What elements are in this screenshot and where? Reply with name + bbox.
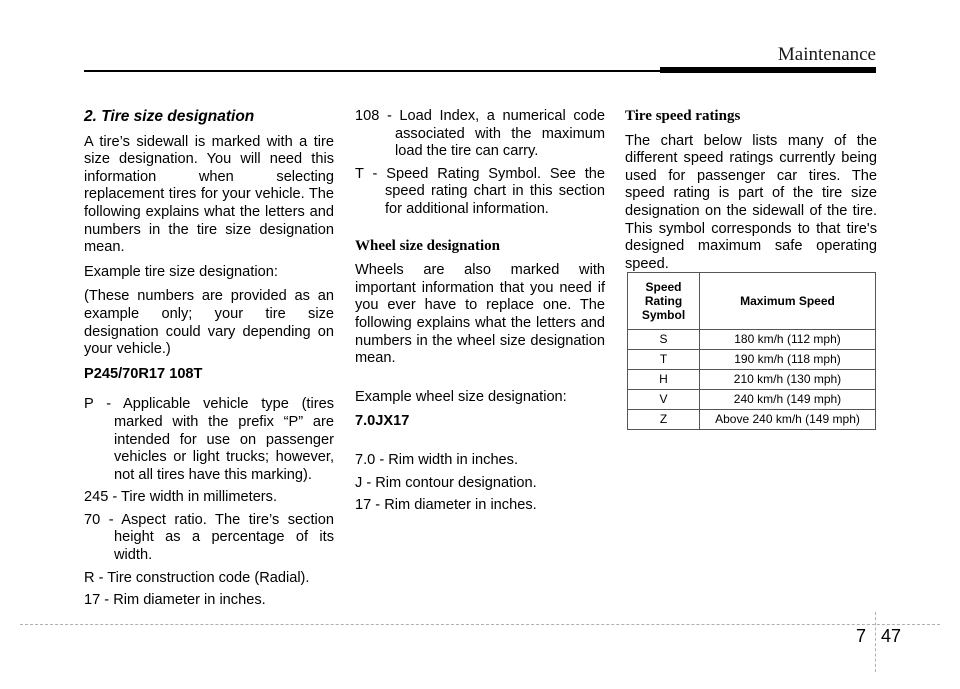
wheel-intro: Wheels are also marked with important information that you need if you ever have to replace one. The following explains what the letters and numbers in the wheel size designation mean.: [355, 262, 605, 367]
chapter-number: 7: [856, 626, 867, 646]
header-rule: [84, 70, 660, 72]
page-number-divider: [875, 612, 876, 672]
column-header-speed: Maximum Speed: [700, 273, 876, 330]
definition-item: T - Speed Rating Symbol. See the speed rating chart in this section for additional information.: [355, 165, 605, 217]
header-title: Maintenance: [777, 44, 876, 65]
max-speed: 190 km/h (118 mph): [700, 350, 876, 370]
speed-ratings-heading: Tire speed ratings: [625, 108, 741, 124]
left-column: [84, 108, 334, 615]
table-row: [628, 370, 876, 390]
page-number: 47: [881, 626, 902, 646]
example-note: (These numbers are provided as an example only; your tire size designation could vary depending on your vehicle.): [84, 288, 334, 358]
speed-ratings-intro: The chart below lists many of the different speed ratings currently being used for passenger car tires. The speed rating is part of the tire size designation on the sidewall of the tire. This symbol corresponds to that tire's designed maximum safe operating speed.: [625, 132, 877, 272]
right-column: [625, 108, 877, 280]
definition-item: 108 - Load Index, a numerical code associated with the maximum load the tire can carry.: [355, 108, 605, 160]
spacer: [355, 375, 605, 389]
example-code: P245/70R17 108T: [84, 365, 203, 382]
intro-paragraph: A tire’s sidewall is marked with a tire size designation. You will need this information when selecting replacement tires for your vehicle. The following explains what the letters and numbers in the tire size designation mean.: [84, 133, 334, 256]
definition-item: 70 - Aspect ratio. The tire’s section height as a percentage of its width.: [84, 511, 334, 564]
rating-symbol: Z: [628, 410, 700, 430]
spacer: [355, 224, 605, 238]
footer-rule: [20, 624, 940, 625]
definition-item: R - Tire construction code (Radial).: [84, 569, 310, 586]
max-speed: 180 km/h (112 mph): [700, 330, 876, 350]
max-speed: Above 240 km/h (149 mph): [700, 410, 876, 430]
table-row: [628, 350, 876, 370]
rating-symbol: H: [628, 370, 700, 390]
definition-item: 245 - Tire width in millimeters.: [84, 489, 278, 506]
definition-item: 7.0 - Rim width in inches.: [355, 451, 519, 468]
definition-item: 17 - Rim diameter in inches.: [84, 592, 266, 609]
spacer: [355, 438, 605, 452]
definition-item: 17 - Rim diameter in inches.: [355, 497, 537, 514]
definition-item: P - Applicable vehicle type (tires marked with the prefix “P” are intended for use on passenger vehicles or light trucks; however, not all tires have this marking).: [84, 396, 334, 483]
max-speed: 240 km/h (149 mph): [700, 390, 876, 410]
section-title: 2. Tire size designation: [84, 108, 255, 125]
rating-symbol: V: [628, 390, 700, 410]
column-header-label: Speed Rating Symbol: [641, 280, 686, 322]
example-label: Example tire size designation:: [84, 263, 278, 280]
rating-symbol: S: [628, 330, 700, 350]
middle-column: [355, 108, 605, 520]
wheel-example-code: 7.0JX17: [355, 413, 410, 430]
table-row: [628, 390, 876, 410]
max-speed: 210 km/h (130 mph): [700, 370, 876, 390]
wheel-example-label: Example wheel size designation:: [355, 388, 567, 405]
header-rule-thick: [660, 67, 876, 73]
speed-rating-table: [627, 272, 876, 430]
table-row: [628, 330, 876, 350]
table-header-row: [628, 273, 876, 330]
rating-symbol: T: [628, 350, 700, 370]
definition-item: J - Rim contour designation.: [355, 474, 537, 491]
table-row: [628, 410, 876, 430]
column-header-symbol: [628, 273, 700, 330]
wheel-heading: Wheel size designation: [355, 237, 500, 254]
